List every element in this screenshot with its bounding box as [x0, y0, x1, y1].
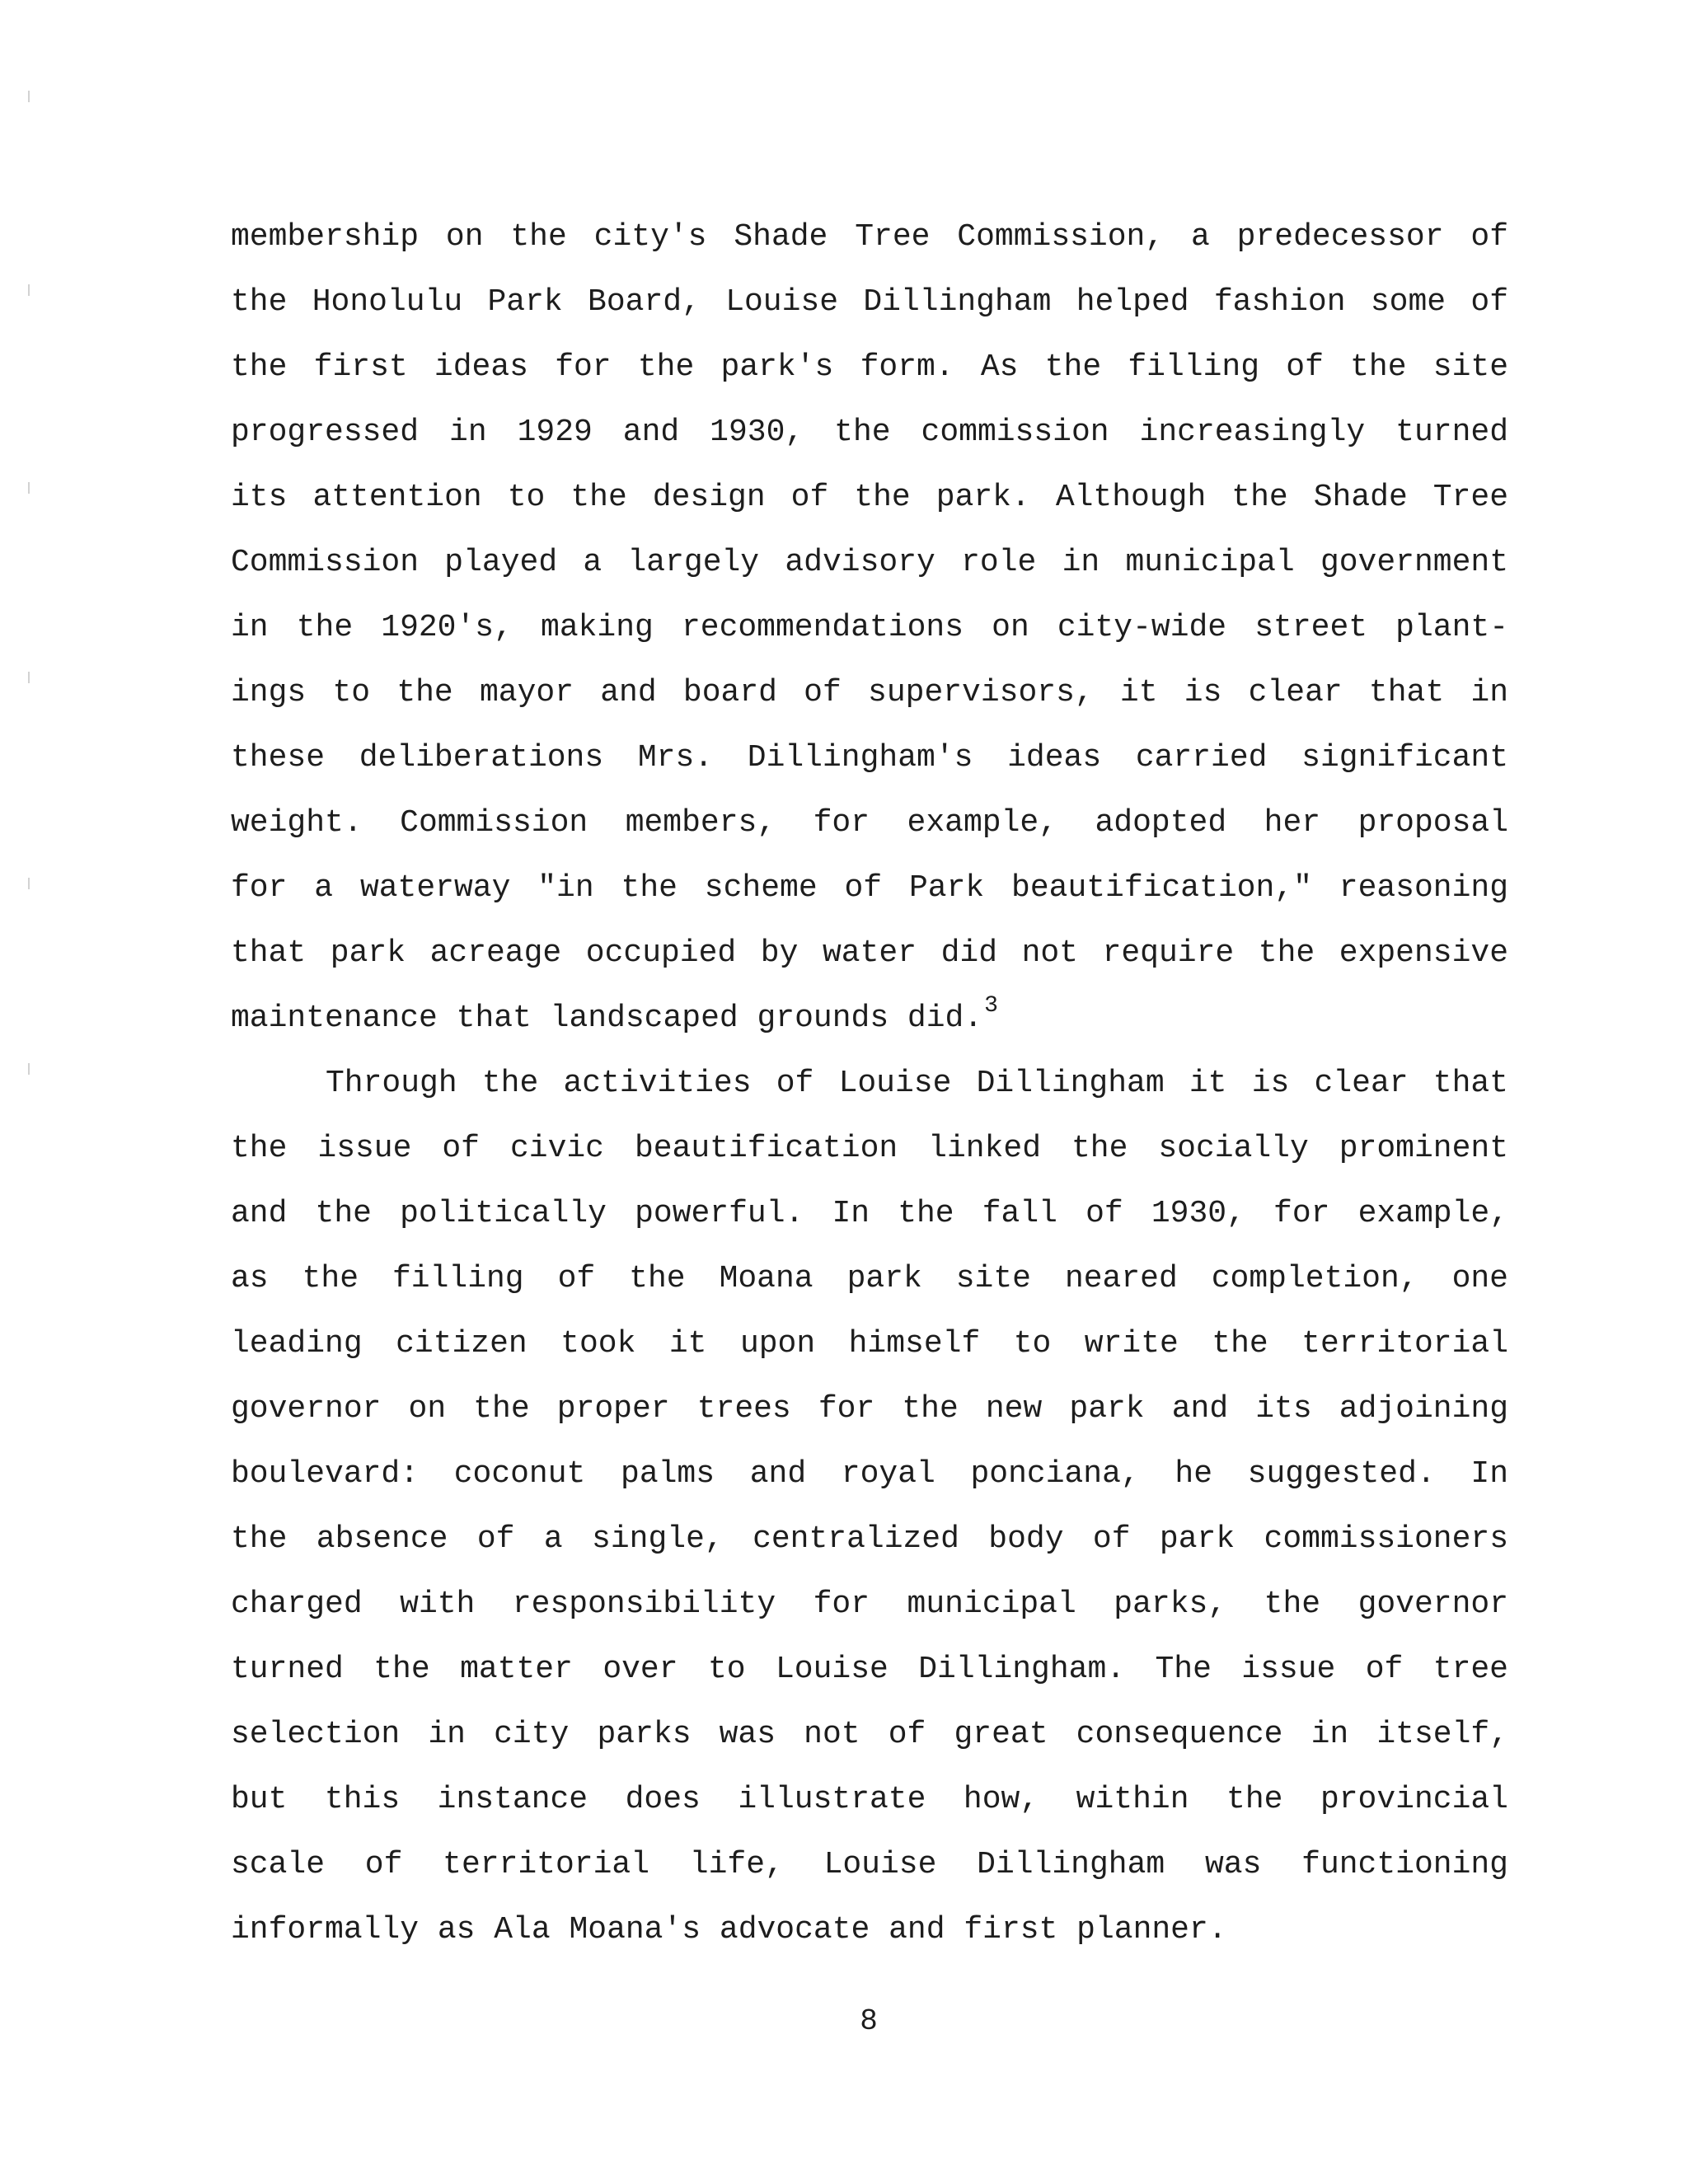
text-line: ings to the mayor and board of supervisors, it is clear that in: [231, 675, 1508, 710]
text-line: governor on the proper trees for the new park and its adjoining: [231, 1391, 1508, 1427]
scan-margin-mark: [28, 878, 30, 889]
text-line: boulevard: coconut palms and royal ponciana, he suggested. In: [231, 1456, 1508, 1492]
scan-margin-mark: [28, 91, 30, 102]
text-line: selection in city parks was not of great consequence in itself,: [231, 1717, 1508, 1752]
text-line: leading citizen took it upon himself to write the territorial: [231, 1326, 1508, 1361]
text-line: the first ideas for the park's form. As the filling of the site: [231, 349, 1508, 385]
paragraph-2: [231, 1059, 1508, 1971]
text-line: but this instance does illustrate how, within the provincial: [231, 1782, 1508, 1817]
text-line: weight. Commission members, for example, adopted her proposal: [231, 805, 1508, 841]
scan-margin-mark: [28, 284, 30, 296]
text-line: Commission played a largely advisory role in municipal government: [231, 545, 1508, 580]
scan-margin-mark: [28, 1063, 30, 1075]
text-line: that park acreage occupied by water did not require the expensive: [231, 935, 1508, 971]
text-line: scale of territorial life, Louise Dillingham was functioning: [231, 1847, 1508, 1882]
text-line: turned the matter over to Louise Dillingham. The issue of tree: [231, 1652, 1508, 1687]
text-line: and the politically powerful. In the fall of 1930, for example,: [231, 1196, 1508, 1231]
text-line: the issue of civic beautification linked the socially prominent: [231, 1131, 1508, 1166]
text-line: the absence of a single, centralized body of park commissioners: [231, 1521, 1508, 1557]
text-line: the Honolulu Park Board, Louise Dillingham helped fashion some of: [231, 284, 1508, 320]
text-line: as the filling of the Moana park site neared completion, one: [231, 1261, 1508, 1296]
scan-margin-mark: [28, 672, 30, 683]
text-line-indented: Through the activities of Louise Dillingham it is clear that: [326, 1066, 1508, 1101]
footnote-marker[interactable]: 3: [984, 993, 998, 1019]
paragraph-1: [231, 213, 1508, 1059]
text-line-content: maintenance that landscaped grounds did.: [231, 1001, 983, 1036]
text-line: its attention to the design of the park. Although the Shade Tree: [231, 480, 1508, 515]
text-line: for a waterway "in the scheme of Park beautification," reasoning: [231, 870, 1508, 906]
text-line: charged with responsibility for municipal parks, the governor: [231, 1586, 1508, 1622]
text-line-last: [231, 994, 1508, 1059]
page-number: 8: [860, 2004, 878, 2038]
scan-margin-mark: [28, 482, 30, 494]
text-line: membership on the city's Shade Tree Commission, a predecessor of: [231, 219, 1508, 255]
text-line: in the 1920's, making recommendations on city-wide street plant-: [231, 610, 1508, 645]
body-text: [231, 213, 1508, 1971]
text-line: these deliberations Mrs. Dillingham's ideas carried significant: [231, 740, 1508, 776]
text-line-last: informally as Ala Moana's advocate and first planner.: [231, 1912, 1227, 1947]
text-line: progressed in 1929 and 1930, the commission increasingly turned: [231, 415, 1508, 450]
